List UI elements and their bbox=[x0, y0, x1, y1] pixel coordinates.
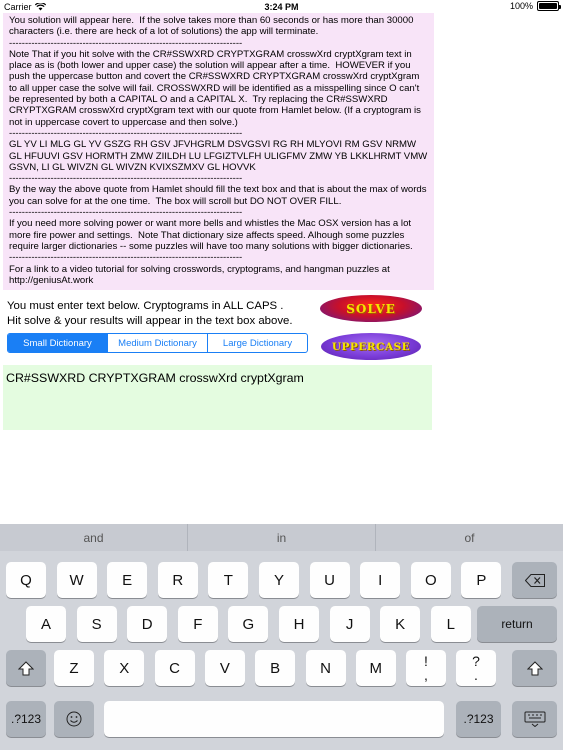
key-r[interactable]: R bbox=[158, 562, 198, 598]
key-l[interactable]: L bbox=[431, 606, 471, 642]
period-label: . bbox=[474, 667, 478, 683]
key-w[interactable]: W bbox=[57, 562, 97, 598]
key-v[interactable]: V bbox=[205, 650, 245, 686]
emoji-icon bbox=[66, 711, 82, 727]
key-h[interactable]: H bbox=[279, 606, 319, 642]
solve-button[interactable] bbox=[320, 295, 422, 322]
key-q[interactable]: Q bbox=[6, 562, 46, 598]
instruction-label: You must enter text below. Cryptograms in ALL CAPS . Hit solve & your results will appear in the text box above. bbox=[7, 300, 293, 327]
key-x[interactable]: X bbox=[104, 650, 144, 686]
exclaim-label: ! bbox=[424, 653, 428, 669]
separator-line: ------------------------------------------------------------------------- bbox=[9, 252, 243, 264]
suggestion-in[interactable]: in bbox=[187, 524, 375, 551]
key-j[interactable]: J bbox=[330, 606, 370, 642]
key-a[interactable]: A bbox=[26, 606, 66, 642]
puzzle-input-value: CR#SSWXRD CRYPTXGRAM crosswXrd cryptXgram bbox=[6, 371, 304, 385]
shift-key-left[interactable] bbox=[6, 650, 46, 686]
separator-line: ------------------------------------------------------------------------- bbox=[9, 127, 243, 139]
results-text-box[interactable] bbox=[3, 13, 434, 290]
key-y[interactable]: Y bbox=[259, 562, 299, 598]
key-t[interactable]: T bbox=[208, 562, 248, 598]
dictionary-segmented-control bbox=[7, 333, 308, 353]
uppercase-button[interactable] bbox=[321, 333, 421, 360]
key-u[interactable]: U bbox=[310, 562, 350, 598]
question-label: ? bbox=[472, 653, 480, 669]
numbers-key-right[interactable]: .?123 bbox=[456, 701, 501, 737]
backspace-icon bbox=[525, 574, 545, 587]
key-d[interactable]: D bbox=[127, 606, 167, 642]
key-e[interactable]: E bbox=[107, 562, 147, 598]
status-bar bbox=[0, 0, 563, 14]
key-g[interactable]: G bbox=[228, 606, 268, 642]
key-z[interactable]: Z bbox=[54, 650, 94, 686]
exclaim-comma-key[interactable] bbox=[406, 650, 446, 686]
key-s[interactable]: S bbox=[77, 606, 117, 642]
key-k[interactable]: K bbox=[380, 606, 420, 642]
status-right bbox=[510, 1, 559, 11]
onscreen-keyboard bbox=[0, 524, 563, 750]
key-m[interactable]: M bbox=[356, 650, 396, 686]
key-c[interactable]: C bbox=[155, 650, 195, 686]
battery-percent: 100% bbox=[509, 1, 533, 11]
key-p[interactable]: P bbox=[461, 562, 501, 598]
emoji-key[interactable] bbox=[54, 701, 94, 737]
backspace-key[interactable] bbox=[512, 562, 557, 598]
carrier-label: Carrier bbox=[4, 2, 32, 12]
key-b[interactable]: B bbox=[255, 650, 295, 686]
instruction-text bbox=[7, 299, 317, 329]
shift-icon bbox=[18, 661, 34, 676]
segment-large-dictionary[interactable]: Large Dictionary bbox=[207, 334, 307, 352]
key-n[interactable]: N bbox=[306, 650, 346, 686]
exclaim-comma-glyphs bbox=[424, 654, 428, 682]
uppercase-button-label: UPPERCASE bbox=[331, 340, 411, 353]
suggestion-of[interactable]: of bbox=[375, 524, 563, 551]
key-i[interactable]: I bbox=[360, 562, 400, 598]
result-paragraph: Note That if you hit solve with the CR#SSWXRD CRYPTXGRAM crosswXrd cryptXgram text in place as is (both lower and upper case) the solution will appear after a time. HOWEVER if you push the uppercase button and covert the CR#SSWXRD CRYPTXGRAM crosswXrd cryptXgram to all upper case the solve will fail. CROSSWXRD will be identified as a misspelling since O can't be represented by both a CAPITAL O and a CAPITAL X. Try replacing the CR#SSWXRD CRYPTXGRAM crosswXrd cryptXgram text with our quote from Hamlet below. (If a cryptogram is not in uppercase covert to uppercase and then solve.) bbox=[9, 48, 424, 128]
keyboard-dismiss-icon bbox=[524, 711, 546, 727]
result-paragraph: By the way the above quote from Hamlet should fill the text box and that is about the max of words you can solve for at the one time. The box will scroll but DO NOT OVER FILL. bbox=[9, 184, 430, 207]
key-f[interactable]: F bbox=[178, 606, 218, 642]
numbers-key-left[interactable]: .?123 bbox=[6, 701, 46, 737]
suggestion-and[interactable]: and bbox=[83, 530, 104, 545]
key-o[interactable]: O bbox=[411, 562, 451, 598]
result-paragraph: If you need more solving power or want more bells and whistles the Mac OSX version has a lot more fire power and settings. Note That dictionary size affects speed. Alhough some puzzles require larger dictionaries -- some puzzles will have too many solutions with bigger dictionaries. bbox=[9, 218, 414, 252]
result-paragraph: For a link to a video tutorial for solving crosswords, cryptograms, and hangman puzzles at http://geniusAt.work bbox=[9, 263, 393, 286]
question-period-glyphs bbox=[472, 654, 480, 682]
separator-line: ------------------------------------------------------------------------- bbox=[9, 207, 243, 219]
segment-small-dictionary[interactable]: Small Dictionary bbox=[8, 334, 107, 352]
shift-key-right[interactable] bbox=[512, 650, 557, 686]
separator-line: ------------------------------------------------------------------------- bbox=[9, 173, 243, 185]
return-key[interactable]: return bbox=[477, 606, 557, 642]
suggestion-bar bbox=[0, 524, 563, 551]
separator-line: ------------------------------------------------------------------------- bbox=[9, 37, 243, 49]
result-paragraph: GL YV LI MLG GL YV GSZG RH GSV JFVHGRLM DSVGSVI RG RH MLYOVI RM GSV NRMW GL HFUUVI GSV HORMTH ZMW ZIILDH LU LFGIZTVLFH ULIGFMV ZMW YB LKKLHRMT VMW GSVN, LI GL WIVZN GL WIVZN KVIXSZMXV GL HOVVK bbox=[9, 139, 430, 173]
battery-icon bbox=[537, 1, 559, 11]
question-period-key[interactable] bbox=[456, 650, 496, 686]
puzzle-input-field[interactable] bbox=[3, 365, 432, 430]
segment-medium-dictionary[interactable]: Medium Dictionary bbox=[107, 334, 207, 352]
comma-label: , bbox=[424, 667, 428, 683]
solve-button-label: SOLVE bbox=[346, 301, 396, 316]
shift-icon bbox=[527, 661, 543, 676]
result-paragraph: You solution will appear here. If the solve takes more than 60 seconds or has more than 30000 characters (i.e. there are heck of a lot of solutions) the app will terminate. bbox=[9, 15, 417, 38]
dismiss-keyboard-key[interactable] bbox=[512, 701, 557, 737]
space-bar[interactable] bbox=[104, 701, 444, 737]
battery-fill bbox=[539, 3, 557, 9]
clock: 3:24 PM bbox=[264, 2, 299, 12]
